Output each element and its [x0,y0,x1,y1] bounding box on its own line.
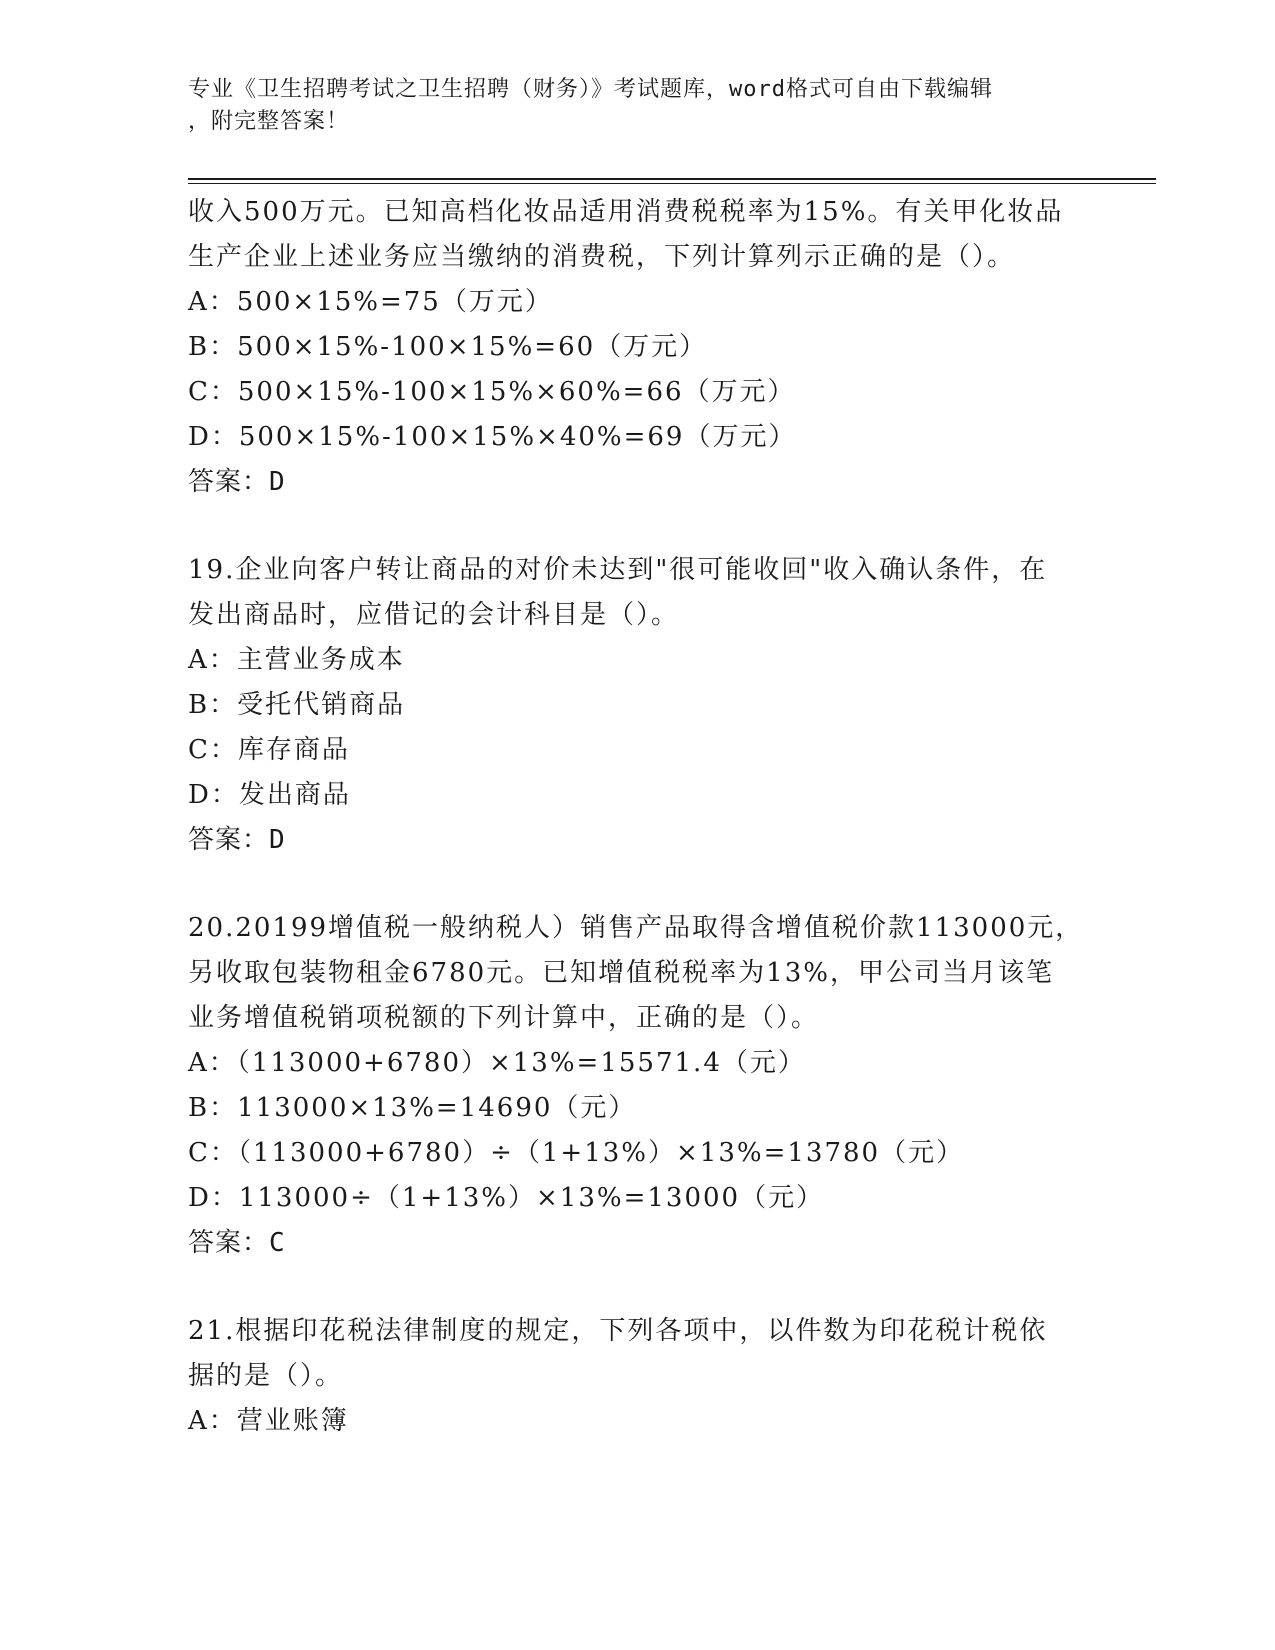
option-b: B：113000×13%=14690（元） [188,1093,637,1123]
option-a: A：主营业务成本 [188,645,405,675]
spacer [188,863,1088,906]
question-stem: 发出商品时，应借记的会计科目是（）。 [188,600,680,630]
option-a: A：500×15%=75（万元） [188,287,553,317]
option-d: D：113000÷（1+13%）×13%=13000（元） [188,1183,825,1213]
option-c: C：（113000+6780）÷（1+13%）×13%=13780（元） [188,1138,965,1168]
question-list [188,190,1088,1444]
answer-text: 答案：D [188,825,286,855]
question-18 [188,190,1088,505]
option-c: C：库存商品 [188,735,350,765]
option-a: A：（113000+6780）×13%=15571.4（元） [188,1048,806,1078]
option-b: B：受托代销商品 [188,690,406,720]
header-title-line-2: ，附完整答案！ [188,109,350,134]
question-stem: 另收取包装物租金6780元。已知增值税税率为13%，甲公司当月该笔 [188,958,1054,988]
header-divider-thin [188,183,1156,184]
question-stem: 业务增值税销项税额的下列计算中，正确的是（）。 [188,1003,820,1033]
option-a: A：营业账簿 [188,1406,349,1436]
option-b: B：500×15%-100×15%=60（万元） [188,332,708,362]
question-stem: 据的是（）。 [188,1361,344,1391]
question-20 [188,906,1088,1266]
question-stem: 收入500万元。已知高档化妆品适用消费税税率为15%。有关甲化妆品 [188,197,1064,227]
question-stem: 19.企业向客户转让商品的对价未达到"很可能收回"收入确认条件，在 [188,555,1048,585]
question-21 [188,1309,1088,1444]
question-19 [188,548,1088,863]
question-stem: 21.根据印花税法律制度的规定，下列各项中，以件数为印花税计税依 [188,1316,1048,1346]
spacer [188,505,1088,548]
spacer [188,1266,1088,1309]
answer-text: 答案：D [188,467,286,497]
option-c: C：500×15%-100×15%×60%=66（万元） [188,377,796,407]
page-header [188,74,1068,138]
header-title-line-1: 专业《卫生招聘考试之卫生招聘（财务）》考试题库，word格式可自由下载编辑 [188,77,993,102]
answer-text: 答案：C [188,1228,286,1258]
option-d: D：发出商品 [188,780,351,810]
option-d: D：500×15%-100×15%×40%=69（万元） [188,422,797,452]
header-divider-thick [188,178,1156,180]
question-stem: 20.20199增值税一般纳税人）销售产品取得含增值税价款113000元， [188,913,1084,943]
question-stem: 生产企业上述业务应当缴纳的消费税，下列计算列示正确的是（）。 [188,242,1016,272]
